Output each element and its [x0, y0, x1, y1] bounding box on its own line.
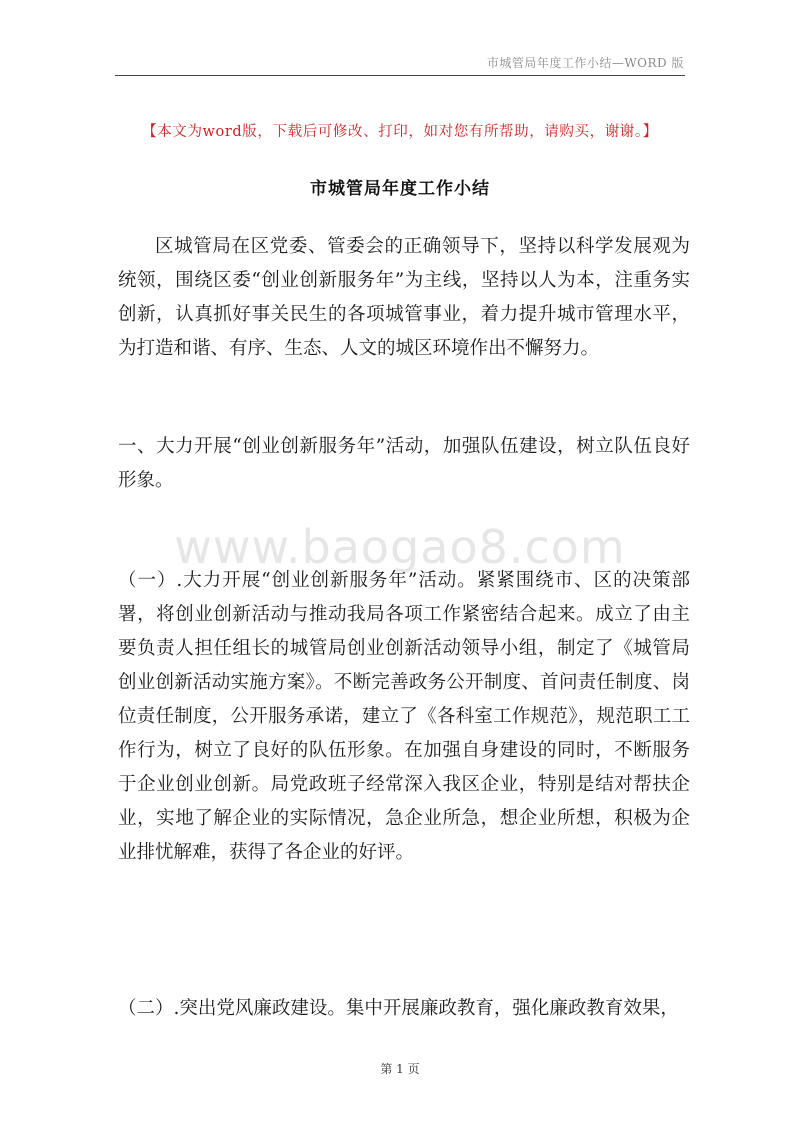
page-number: 第 1 页 — [380, 1062, 420, 1076]
page-header-text: 市城管局年度工作小结—WORD 版 — [486, 56, 684, 70]
header-divider — [115, 75, 685, 76]
document-title: 市城管局年度工作小结 — [310, 179, 490, 199]
watermark-text: www.baogao8.com — [174, 520, 626, 574]
intro-paragraph: 区城管局在区党委、管委会的正确领导下，坚持以科学发展观为统领，围绕区委“创业创新服务年”为主线，坚持以人为本，注重务实创新，认真抓好事关民生的各项城管事业，着力提升城市管理水平，为打造和谐、有序、生态、人文的城区环境作出不懈努力。 — [118, 236, 690, 359]
subsection-paragraph-2: （二）.突出党风廉政建设。集中开展廉政教育，强化廉政教育效果， — [118, 998, 679, 1019]
purchase-notice: 【本文为word版，下载后可修改、打印，如对您有所帮助，请购买，谢谢。】 — [142, 124, 658, 140]
subsection-paragraph-1: （一）.大力开展“创业创新服务年”活动。紧紧围绕市、区的决策部署，将创业创新活动与推动我局各项工作紧密结合起来。成立了由主要负责人担任组长的城管局创业创新活动领导小组，制定了《城管局创业创新活动实施方案》。不断完善政务公开制度、首问责任制度、岗位责任制度，公开服务承诺，建立了《各科室工作规范》，规范职工工作行为，树立了良好的队伍形象。在加强自身建设的同时，不断服务于企业创业创新。局党政班子经常深入我区企业，特别是结对帮扶企业，实地了解企业的实际情况，急企业所急，想企业所想，积极为企业排忧解难，获得了各企业的好评。 — [118, 570, 690, 863]
section-heading-1: 一、大力开展“创业创新服务年”活动，加强队伍建设，树立队伍良好形象。 — [118, 436, 690, 491]
